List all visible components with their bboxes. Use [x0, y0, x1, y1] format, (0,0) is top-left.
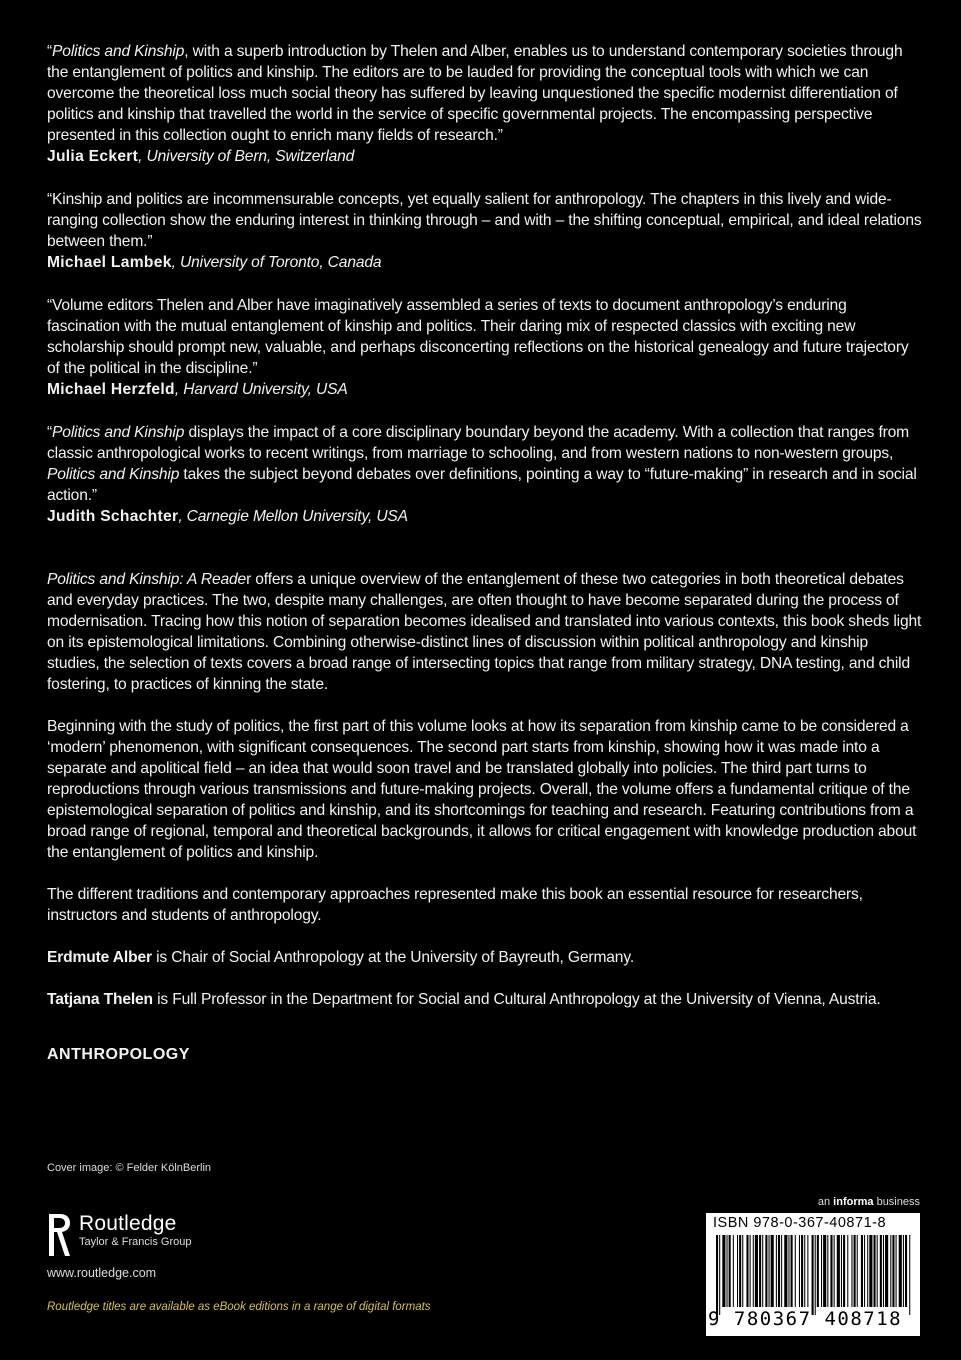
- barcode-bar: [817, 1235, 819, 1307]
- review-2: [47, 189, 922, 273]
- barcode-bar: [867, 1235, 868, 1307]
- reviewer-affiliation: , University of Bern, Switzerland: [138, 148, 355, 165]
- barcode-bar: [812, 1235, 814, 1315]
- barcode-bar: [903, 1235, 904, 1307]
- barcode-bar: [896, 1235, 897, 1307]
- barcode-bar: [834, 1235, 835, 1307]
- barcode-bar: [847, 1235, 848, 1307]
- barcode-bar: [778, 1235, 780, 1307]
- routledge-logo: [47, 1212, 191, 1258]
- description-paragraph-1: Politics and Kinship: A Reader offers a unique overview of the entanglement of these two categories in both theoretical debates and everyday practices. The two, despite many challenges, are often thought to have become separated during the process of modernisation. Tracing how this notion of separation becomes idealised and translated into various contexts, this book sheds light on its epistemological limitations. Combining otherwise-distinct lines of discussion within political anthropology and kinship studies, the selection of texts covers a broad range of intersecting topics that range from military strategy, DNA testing, and child fostering, to practices of kinning the state.: [47, 571, 922, 693]
- subject-category: ANTHROPOLOGY: [47, 1046, 190, 1063]
- book-title: Politics and Kinship: [52, 424, 185, 441]
- barcode-bar: [877, 1235, 878, 1307]
- review-4-quote: “Politics and Kinship displays the impact of a core disciplinary boundary beyond the academy. With a collection that ranges from classic anthropological works to recent writings, from marriage to schooling, and from western nations to non-western groups, Politics and Kinship takes the subject beyond debates over definitions, pointing a way to “future-making” in research and in social action.”: [47, 424, 917, 504]
- reviewer-affiliation: , Harvard University, USA: [174, 381, 348, 398]
- barcode-bar: [746, 1235, 748, 1307]
- barcode-bar: [716, 1235, 718, 1315]
- review-4-attribution: [47, 506, 922, 527]
- barcode-bar: [880, 1235, 882, 1307]
- barcode-bar: [841, 1235, 842, 1307]
- barcode-bar: [791, 1235, 793, 1307]
- routledge-r-icon: [47, 1212, 73, 1258]
- review-3-attribution: [47, 379, 922, 400]
- informa-business-tag: an informa business: [817, 1196, 920, 1208]
- reviewer-affiliation: , University of Toronto, Canada: [171, 254, 382, 271]
- barcode-bar: [890, 1235, 891, 1307]
- barcode-bar: [821, 1235, 822, 1307]
- publisher-name: Routledge: [79, 1212, 177, 1235]
- review-1-quote: “Politics and Kinship, with a superb introduction by Thelen and Alber, enables us to understand contemporary societies through the entanglement of politics and kinship. The editors are to be lauded for providing the conceptual tools with which we can overcome the theoretical loss much social theory has suffered by leaving unquestioned the specific modernist differentiation of politics and kinship that travelled the world in the service of specific governmental projects. The encompassing perspective presented in this collection ought to enrich many fields of research.”: [47, 43, 903, 144]
- barcode-bar: [885, 1235, 888, 1307]
- barcode-bar: [719, 1235, 720, 1315]
- barcode-bar: [750, 1235, 751, 1307]
- barcode-bar: [727, 1235, 728, 1307]
- editor-bio-1: Erdmute Alber is Chair of Social Anthropology at the University of Bayreuth, Germany.: [47, 949, 634, 966]
- description-paragraph-3: The different traditions and contemporary approaches represented make this book an essential resource for researchers, instructors and students of anthropology.: [47, 886, 863, 924]
- barcode-bar: [857, 1235, 858, 1307]
- ebook-note: Routledge titles are available as eBook editions in a range of digital formats: [47, 1301, 431, 1313]
- editor-name: Tatjana Thelen: [47, 991, 153, 1008]
- book-title: Politics and Kinship: [52, 43, 185, 60]
- barcode-bar: [737, 1235, 738, 1307]
- barcode-bar: [854, 1235, 856, 1307]
- barcode-bar: [771, 1235, 774, 1307]
- barcode-bar: [784, 1235, 787, 1307]
- book-title: Politics and Kinship: [47, 466, 180, 483]
- review-4: [47, 422, 922, 527]
- review-2-quote: “Kinship and politics are incommensurable concepts, yet equally salient for anthropology. The chapters in this lively and wide-ranging collection show the enduring interest in thinking through – and with – the shifting conceptual, empirical, and ideal relations between them.”: [47, 191, 922, 250]
- barcode-bar: [883, 1235, 884, 1307]
- barcode-bar: [864, 1235, 865, 1307]
- cover-image-credit: Cover image: © Felder KölnBerlin: [47, 1162, 212, 1174]
- reviewer-affiliation: , Carnegie Mellon University, USA: [178, 508, 408, 525]
- barcode-bar: [776, 1235, 777, 1307]
- publisher-url[interactable]: www.routledge.com: [47, 1266, 157, 1280]
- barcode-bar: [753, 1235, 754, 1307]
- editor-name: Erdmute Alber: [47, 949, 152, 966]
- description-paragraph-2: Beginning with the study of politics, the first part of this volume looks at how its separation from kinship came to be considered a ‘modern’ phenomenon, with significant consequences. The second part starts from kinship, showing how it was made into a separate and apolitical field – an idea that would soon travel and be translated globally into policies. The third part turns to reproductions through various transmissions and future-making projects. Overall, the volume offers a fundamental critique of the epistemological separation of politics and kinship, and its shortcomings for teaching and research. Featuring contributions from a broad range of regional, temporal and theoretical backgrounds, it allows for critical engagement with knowledge production about the entanglement of politics and kinship.: [47, 718, 917, 861]
- barcode-bar: [827, 1235, 828, 1307]
- barcode-bar: [729, 1235, 731, 1307]
- barcode-bar: [801, 1235, 803, 1307]
- barcode-bar: [781, 1235, 782, 1307]
- review-3: [47, 295, 922, 400]
- barcode-bar: [742, 1235, 743, 1307]
- review-1-attribution: [47, 146, 922, 167]
- barcode-bar: [823, 1235, 826, 1307]
- review-2-attribution: [47, 252, 922, 273]
- barcode-bar: [788, 1235, 789, 1307]
- back-cover-text: [47, 41, 922, 1064]
- editor-bio-2: Tatjana Thelen is Full Professor in the Department for Social and Cultural Anthropology at the University of Vienna, Austria.: [47, 991, 881, 1008]
- reviewer-name: Michael Lambek: [47, 254, 172, 271]
- barcode-bar: [837, 1235, 840, 1307]
- barcode-bar: [861, 1235, 863, 1307]
- isbn-label: ISBN 978-0-367-40871-8: [713, 1215, 887, 1231]
- barcode-panel: [706, 1213, 920, 1336]
- reviewer-name: Michael Herzfeld: [47, 381, 175, 398]
- barcode-bar: [799, 1235, 800, 1307]
- barcode-bar: [830, 1235, 832, 1307]
- barcode-bar: [759, 1235, 761, 1307]
- book-title: Politics and Kinship: A Reade: [47, 571, 247, 588]
- reviewer-name: Julia Eckert: [47, 148, 139, 165]
- barcode-bar: [765, 1235, 767, 1307]
- barcode-bar: [807, 1235, 808, 1307]
- review-1: [47, 41, 922, 167]
- barcode-bar: [909, 1235, 910, 1315]
- barcode-bar: [755, 1235, 758, 1307]
- barcode-bar: [762, 1235, 763, 1307]
- barcode-bar: [869, 1235, 872, 1307]
- barcode-bar: [892, 1235, 894, 1307]
- isbn-digits: 9 780367 408718: [708, 1308, 903, 1330]
- barcode-bar: [905, 1235, 907, 1307]
- barcode-bar: [851, 1235, 852, 1307]
- barcode-bar: [733, 1235, 734, 1307]
- barcode-icon: [716, 1235, 912, 1315]
- barcode-bar: [899, 1235, 902, 1307]
- barcode-bar: [843, 1235, 845, 1307]
- reviewer-name: Judith Schachter: [47, 508, 179, 525]
- barcode-bar: [769, 1235, 770, 1307]
- barcode-bar: [739, 1235, 741, 1307]
- barcode-bar: [815, 1235, 816, 1315]
- barcode-bar: [722, 1235, 725, 1307]
- review-3-quote: “Volume editors Thelen and Alber have imaginatively assembled a series of texts to document anthropology’s enduring fascination with the mutual entanglement of kinship and politics. Their daring mix of respected classics with exciting new scholarship should prompt new, valuable, and perhaps disconcerting reflections on the historical genealogy and future trajectory of the political in the discipline.”: [47, 297, 909, 377]
- barcode-bar: [795, 1235, 796, 1307]
- barcode-bar: [874, 1235, 876, 1307]
- barcode-bar: [804, 1235, 805, 1307]
- publisher-group: Taylor & Francis Group: [79, 1236, 192, 1248]
